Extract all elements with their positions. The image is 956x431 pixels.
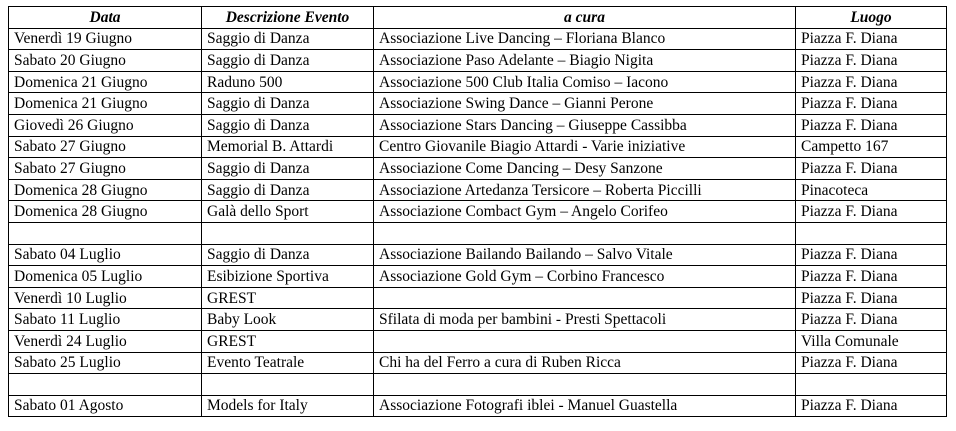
cell-data: Sabato 04 Luglio bbox=[9, 244, 202, 266]
cell-cura: Associazione Bailando Bailando – Salvo Vitale bbox=[374, 244, 796, 266]
cell-luogo: Piazza F. Diana bbox=[796, 266, 947, 288]
header-row bbox=[9, 7, 947, 29]
header-data: Data bbox=[9, 7, 202, 29]
cell-data: Sabato 01 Agosto bbox=[9, 395, 202, 417]
cell-cura bbox=[374, 330, 796, 352]
cell-luogo: Piazza F. Diana bbox=[796, 50, 947, 72]
cell-evento: Memorial B. Attardi bbox=[202, 136, 374, 158]
cell-evento: Baby Look bbox=[202, 309, 374, 331]
cell-cura: Associazione 500 Club Italia Comiso – Iacono bbox=[374, 71, 796, 93]
cell-data: Giovedì 26 Giugno bbox=[9, 114, 202, 136]
table-body bbox=[9, 28, 947, 417]
table-row bbox=[9, 28, 947, 50]
cell-data: Sabato 11 Luglio bbox=[9, 309, 202, 331]
cell-cura bbox=[374, 287, 796, 309]
cell-data bbox=[9, 374, 202, 396]
cell-cura: Associazione Swing Dance – Gianni Perone bbox=[374, 93, 796, 115]
cell-data: Domenica 21 Giugno bbox=[9, 71, 202, 93]
cell-data: Sabato 27 Giugno bbox=[9, 158, 202, 180]
table-row bbox=[9, 93, 947, 115]
cell-luogo: Pinacoteca bbox=[796, 179, 947, 201]
cell-evento: Saggio di Danza bbox=[202, 50, 374, 72]
cell-cura: Associazione Stars Dancing – Giuseppe Cassibba bbox=[374, 114, 796, 136]
cell-evento: Esibizione Sportiva bbox=[202, 266, 374, 288]
table-row bbox=[9, 287, 947, 309]
cell-data: Domenica 28 Giugno bbox=[9, 201, 202, 223]
cell-luogo: Piazza F. Diana bbox=[796, 93, 947, 115]
cell-data: Sabato 20 Giugno bbox=[9, 50, 202, 72]
cell-luogo: Piazza F. Diana bbox=[796, 158, 947, 180]
cell-data: Venerdì 10 Luglio bbox=[9, 287, 202, 309]
cell-luogo bbox=[796, 222, 947, 244]
cell-data: Domenica 05 Luglio bbox=[9, 266, 202, 288]
table-row bbox=[9, 395, 947, 417]
table-row bbox=[9, 158, 947, 180]
cell-cura: Chi ha del Ferro a cura di Ruben Ricca bbox=[374, 352, 796, 374]
table-row bbox=[9, 201, 947, 223]
cell-luogo: Piazza F. Diana bbox=[796, 309, 947, 331]
cell-luogo: Piazza F. Diana bbox=[796, 201, 947, 223]
table-row bbox=[9, 71, 947, 93]
cell-data: Venerdì 19 Giugno bbox=[9, 28, 202, 50]
cell-evento: Saggio di Danza bbox=[202, 244, 374, 266]
cell-cura: Sfilata di moda per bambini - Presti Spettacoli bbox=[374, 309, 796, 331]
table-row bbox=[9, 114, 947, 136]
cell-data: Domenica 28 Giugno bbox=[9, 179, 202, 201]
cell-luogo: Piazza F. Diana bbox=[796, 395, 947, 417]
header-descrizione: Descrizione Evento bbox=[202, 7, 374, 29]
cell-luogo: Piazza F. Diana bbox=[796, 71, 947, 93]
table-row bbox=[9, 50, 947, 72]
cell-evento: Models for Italy bbox=[202, 395, 374, 417]
cell-evento bbox=[202, 374, 374, 396]
table-row bbox=[9, 179, 947, 201]
events-sheet bbox=[8, 6, 946, 417]
cell-luogo: Piazza F. Diana bbox=[796, 352, 947, 374]
cell-cura bbox=[374, 374, 796, 396]
cell-cura: Associazione Gold Gym – Corbino Francesco bbox=[374, 266, 796, 288]
header-cura: a cura bbox=[374, 7, 796, 29]
cell-cura: Associazione Paso Adelante – Biagio Nigita bbox=[374, 50, 796, 72]
table-row bbox=[9, 244, 947, 266]
cell-cura: Associazione Live Dancing – Floriana Blanco bbox=[374, 28, 796, 50]
cell-evento: Raduno 500 bbox=[202, 71, 374, 93]
cell-evento: GREST bbox=[202, 287, 374, 309]
cell-evento: Galà dello Sport bbox=[202, 201, 374, 223]
cell-cura: Associazione Come Dancing – Desy Sanzone bbox=[374, 158, 796, 180]
cell-evento: Saggio di Danza bbox=[202, 158, 374, 180]
cell-luogo: Piazza F. Diana bbox=[796, 244, 947, 266]
cell-evento: GREST bbox=[202, 330, 374, 352]
cell-data: Domenica 21 Giugno bbox=[9, 93, 202, 115]
cell-evento bbox=[202, 222, 374, 244]
table-row bbox=[9, 309, 947, 331]
cell-cura: Associazione Artedanza Tersicore – Roberta Piccilli bbox=[374, 179, 796, 201]
cell-luogo: Campetto 167 bbox=[796, 136, 947, 158]
cell-cura: Associazione Fotografi iblei - Manuel Guastella bbox=[374, 395, 796, 417]
cell-data bbox=[9, 222, 202, 244]
cell-luogo: Piazza F. Diana bbox=[796, 287, 947, 309]
cell-data: Sabato 25 Luglio bbox=[9, 352, 202, 374]
cell-luogo: Piazza F. Diana bbox=[796, 114, 947, 136]
table-row bbox=[9, 374, 947, 396]
cell-evento: Saggio di Danza bbox=[202, 114, 374, 136]
table-row bbox=[9, 136, 947, 158]
cell-evento: Saggio di Danza bbox=[202, 28, 374, 50]
cell-evento: Evento Teatrale bbox=[202, 352, 374, 374]
cell-data: Venerdì 24 Luglio bbox=[9, 330, 202, 352]
header-luogo: Luogo bbox=[796, 7, 947, 29]
cell-evento: Saggio di Danza bbox=[202, 179, 374, 201]
cell-data: Sabato 27 Giugno bbox=[9, 136, 202, 158]
table-row bbox=[9, 352, 947, 374]
table-row bbox=[9, 266, 947, 288]
cell-cura bbox=[374, 222, 796, 244]
cell-evento: Saggio di Danza bbox=[202, 93, 374, 115]
cell-luogo: Piazza F. Diana bbox=[796, 28, 947, 50]
table-row bbox=[9, 330, 947, 352]
cell-cura: Centro Giovanile Biagio Attardi - Varie iniziative bbox=[374, 136, 796, 158]
cell-luogo bbox=[796, 374, 947, 396]
table-row bbox=[9, 222, 947, 244]
cell-cura: Associazione Combact Gym – Angelo Corifeo bbox=[374, 201, 796, 223]
cell-luogo: Villa Comunale bbox=[796, 330, 947, 352]
events-table bbox=[8, 6, 947, 417]
